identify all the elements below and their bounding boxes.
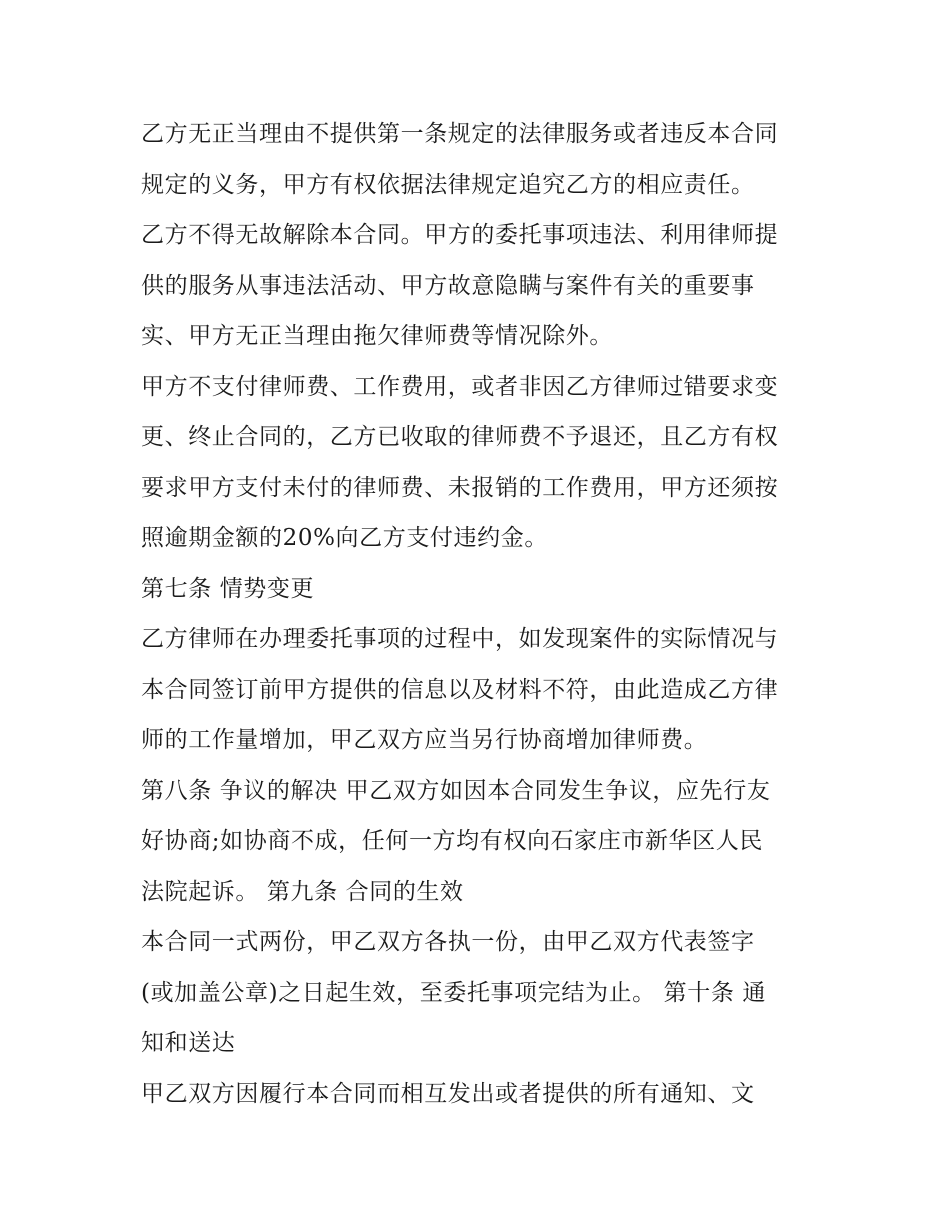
text-line: 规定的义务，甲方有权依据法律规定追究乙方的相应责任。 <box>141 171 755 198</box>
section-line-article-10: (或加盖公章)之日起生效，至委托事项完结为止。 第十条 通 <box>141 979 766 1006</box>
text-line: 供的服务从事违法活动、甲方故意隐瞒与案件有关的重要事 <box>141 272 755 299</box>
text-line: 实、甲方无正当理由拖欠律师费等情况除外。 <box>141 323 613 349</box>
text-line: 甲乙双方因履行本合同而相互发出或者提供的所有通知、文 <box>141 1080 755 1107</box>
text-line: 本合同签订前甲方提供的信息以及材料不符，由此造成乙方律 <box>141 676 779 703</box>
text-line: 甲方不支付律师费、工作费用，或者非因乙方律师过错要求变 <box>141 373 779 400</box>
text-line: 本合同一式两份，甲乙双方各执一份，由甲乙双方代表签字 <box>141 929 755 955</box>
text-line: 照逾期金额的20%向乙方支付违约金。 <box>141 525 548 551</box>
text-line: 好协商;如协商不成，任何一方均有权向石家庄市新华区人民 <box>141 828 763 854</box>
text-line: 要求甲方支付未付的律师费、未报销的工作费用，甲方还须按 <box>141 474 779 501</box>
section-heading-article-7: 第七条 情势变更 <box>141 575 315 602</box>
text-line: 师的工作量增加，甲乙双方应当另行协商增加律师费。 <box>141 727 708 753</box>
text-line: 乙方不得无故解除本合同。甲方的委托事项违法、利用律师提 <box>141 222 779 248</box>
document-body <box>141 109 821 1119</box>
text-line: 更、终止合同的，乙方已收取的律师费不予退还，且乙方有权 <box>141 424 779 450</box>
text-line: 乙方无正当理由不提供第一条规定的法律服务或者违反本合同 <box>141 121 779 147</box>
section-line-article-9: 法院起诉。 第九条 合同的生效 <box>141 878 464 905</box>
text-line: 乙方律师在办理委托事项的过程中，如发现案件的实际情况与 <box>141 626 779 652</box>
text-line: 知和送达 <box>141 1030 236 1056</box>
section-line-article-8: 第八条 争议的解决 甲乙双方如因本合同发生争议，应先行友 <box>141 777 771 804</box>
